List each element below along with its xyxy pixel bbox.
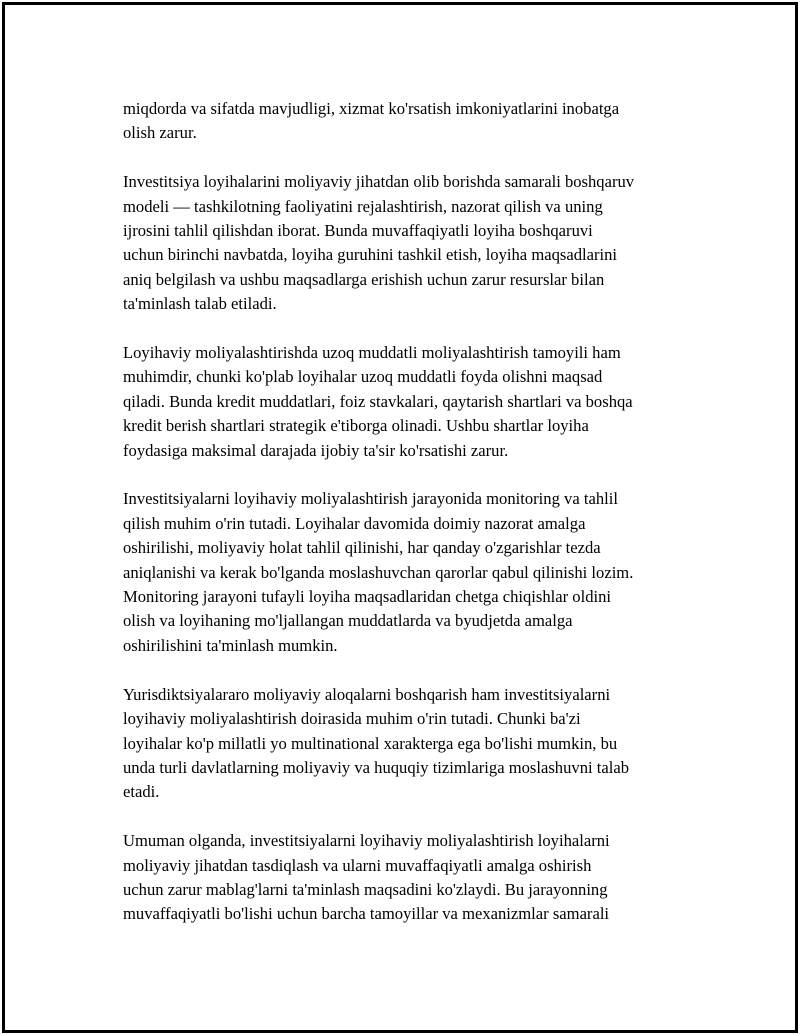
text-line: unda turli davlatlarning moliyaviy va huquqiy tizimlariga moslashuvni talab	[123, 757, 630, 777]
text-line: kredit berish shartlari strategik e'tiborga olinadi. Ushbu shartlar loyiha	[123, 416, 589, 436]
document-body	[123, 97, 693, 951]
text-line: olish va loyihaning mo'ljallangan muddatlarda va byudjetda amalga	[123, 611, 573, 631]
paragraph	[123, 170, 693, 316]
text-line: Loyihaviy moliyalashtirishda uzoq muddatli moliyalashtirish tamoyili ham	[123, 343, 621, 363]
text-line: loyihaviy moliyalashtirish doirasida muhim o'rin tutadi. Chunki ba'zi	[123, 709, 581, 729]
page-frame	[2, 2, 798, 1033]
text-line: aniqlanishi va kerak bo'lganda moslashuvchan qarorlar qabul qilinishi lozim.	[123, 562, 634, 582]
paragraph	[123, 341, 693, 463]
text-line: loyihalar ko'p millatli yo multinational xarakterga ega bo'lishi mumkin, bu	[123, 733, 618, 753]
text-line: Monitoring jarayoni tufayli loyiha maqsadlaridan chetga chiqishlar oldini	[123, 587, 612, 607]
paragraph	[123, 829, 693, 927]
text-line: foydasiga maksimal darajada ijobiy ta'sir ko'rsatishi zarur.	[123, 440, 509, 460]
text-line: Umuman olganda, investitsiyalarni loyihaviy moliyalashtirish loyihalarni	[123, 831, 610, 851]
text-line: ijrosini tahlil qilishdan iborat. Bunda muvaffaqiyatli loyiha boshqaruvi	[123, 221, 593, 241]
text-line: miqdorda va sifatda mavjudligi, xizmat ko'rsatish imkoniyatlarini inobatga	[123, 99, 620, 118]
text-line: Investitsiyalarni loyihaviy moliyalashtirish jarayonida monitoring va tahlil	[123, 489, 618, 509]
paragraph	[123, 683, 693, 805]
text-line: uchun birinchi navbatda, loyiha guruhini tashkil etish, loyiha maqsadlarini	[123, 245, 618, 265]
text-line: aniq belgilash va ushbu maqsadlarga erishish uchun zarur resurslar bilan	[123, 269, 605, 289]
text-line: qiladi. Bunda kredit muddatlari, foiz stavkalari, qaytarish shartlari va boshqa	[123, 391, 633, 411]
text-line: muhimdir, chunki ko'plab loyihalar uzoq muddatli foyda olishni maqsad	[123, 367, 603, 387]
text-line: moliyaviy jihatdan tasdiqlash va ularni muvaffaqiyatli amalga oshirish	[123, 855, 592, 875]
text-line: olish zarur.	[123, 123, 197, 143]
text-line: oshirilishi, moliyaviy holat tahlil qilinishi, har qanday o'zgarishlar tezda	[123, 538, 601, 558]
text-line: Yurisdiktsiyalararo moliyaviy aloqalarni boshqarish ham investitsiyalarni	[123, 684, 611, 704]
text-line: modeli — tashkilotning faoliyatini rejalashtirish, nazorat qilish va uning	[123, 196, 603, 216]
paragraph	[123, 487, 693, 658]
text-line: Investitsiya loyihalarini moliyaviy jihatdan olib borishda samarali boshqaruv	[123, 172, 635, 192]
text-line: ta'minlash talab etiladi.	[123, 294, 277, 314]
text-line: oshirilishini ta'minlash mumkin.	[123, 635, 338, 655]
text-line: uchun zarur mablag'larni ta'minlash maqsadini ko'zlaydi. Bu jarayonning	[123, 879, 608, 899]
text-line: muvaffaqiyatli bo'lishi uchun barcha tamoyillar va mexanizmlar samarali	[123, 904, 610, 924]
paragraph	[123, 97, 693, 146]
text-line: qilish muhim o'rin tutadi. Loyihalar davomida doimiy nazorat amalga	[123, 513, 586, 533]
text-line: etadi.	[123, 782, 160, 802]
